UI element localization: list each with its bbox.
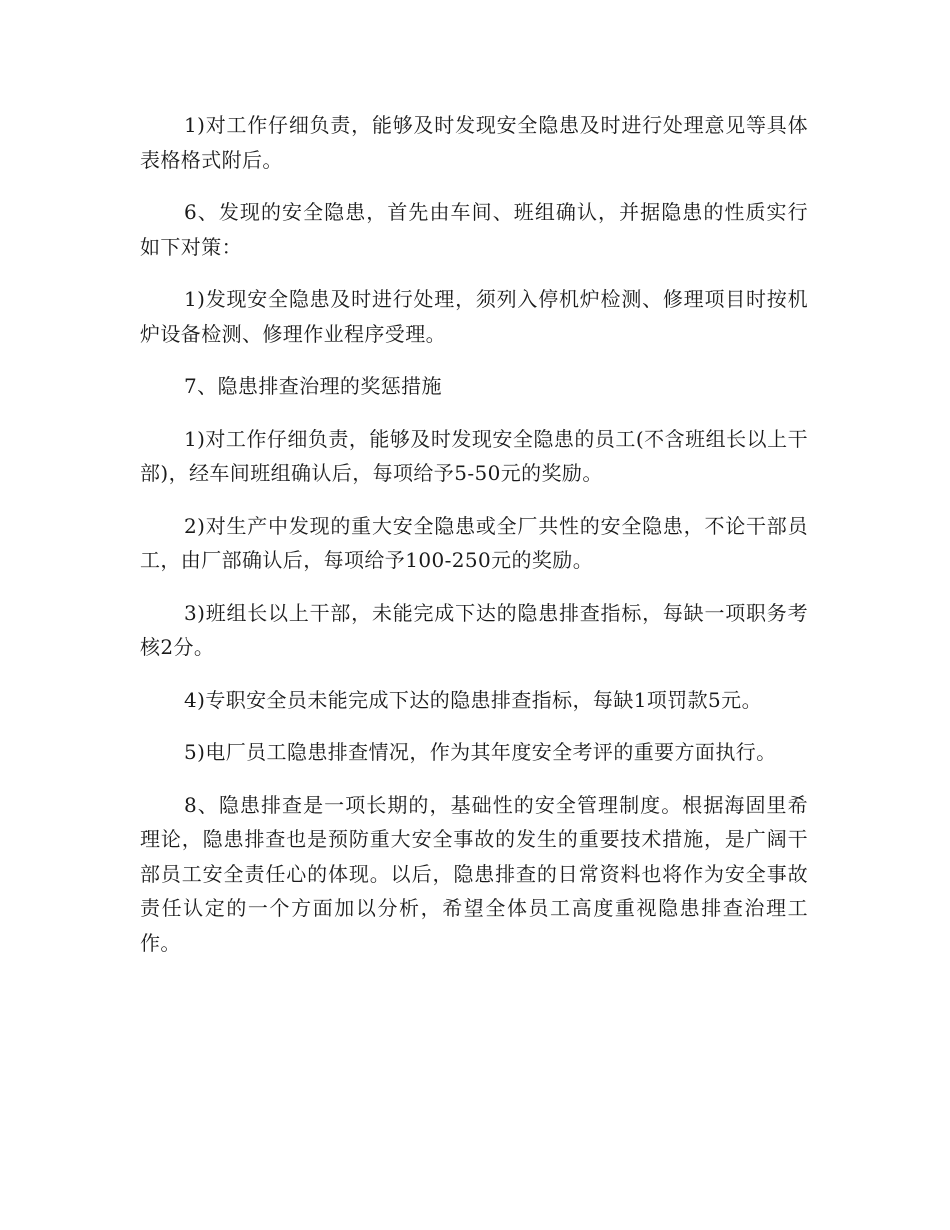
document-body [140, 108, 808, 978]
paragraph-penalty-team-leader: 3)班组长以上干部，未能完成下达的隐患排查指标，每缺一项职务考核2分。 [140, 600, 808, 659]
heading-7-rewards-penalties: 7、隐患排查治理的奖惩措施 [184, 374, 442, 398]
paragraph-penalty-safety-officer: 4)专职安全员未能完成下达的隐患排查指标，每缺1项罚款5元。 [184, 687, 762, 712]
paragraph-1-handling: 1)发现安全隐患及时进行处理，须列入停机炉检测、修理项目时按机炉设备检测、修理作业程序受理。 [140, 287, 808, 346]
paragraph-reward-employee: 1)对工作仔细负责，能够及时发现安全隐患的员工(不含班组长以上干部)，经车间班组确认后，每项给予5-50元的奖励。 [140, 426, 808, 485]
paragraph-6-countermeasures: 6、发现的安全隐患，首先由车间、班组确认，并据隐患的性质实行如下对策： [140, 200, 808, 259]
paragraph-annual-evaluation: 5)电厂员工隐患排查情况，作为其年度安全考评的重要方面执行。 [184, 740, 777, 764]
paragraph-reward-major-hazard: 2)对生产中发现的重大安全隐患或全厂共性的安全隐患，不论干部员工，由厂部确认后，每项给予100-250元的奖励。 [140, 513, 808, 572]
paragraph-8-summary: 8、隐患排查是一项长期的，基础性的安全管理制度。根据海固里希理论，隐患排查也是预防重大安全事故的发生的重要技术措施，是广阔干部员工安全责任心的体现。以后，隐患排查的日常资料也将作为安全事故责任认定的一个方面加以分析，希望全体员工高度重视隐患排查治理工作。 [140, 792, 808, 955]
paragraph-1-feedback-form: 1)对工作仔细负责，能够及时发现安全隐患及时进行处理意见等具体表格格式附后。 [140, 113, 808, 172]
